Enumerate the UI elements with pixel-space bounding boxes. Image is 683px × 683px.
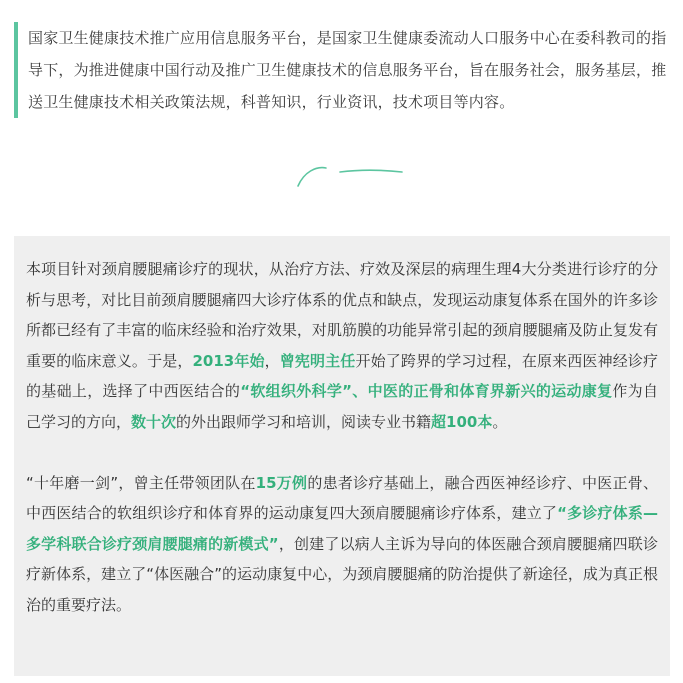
text-segment: 开始了跨界的学习过程，在原来西医神经诊疗的基础上，选择了中西医结合的 [26, 351, 658, 401]
highlight-training-count: 数十次 [131, 412, 177, 431]
text-segment: 。 [492, 412, 508, 431]
platform-intro-text: 国家卫生健康技术推广应用信息服务平台，是国家卫生健康委流动人口服务中心在委科教司的指导下，为推进健康中国行动及推广卫生健康技术的信息服务平台，旨在服务社会，服务基层，推送卫生健康技术相关政策法规，科普知识，行业资讯，技术项目等内容。 [28, 29, 667, 111]
highlight-patient-count: 15万例 [255, 473, 308, 492]
platform-intro-quote [14, 22, 672, 118]
highlight-director: 曾宪明主任 [279, 351, 356, 370]
highlight-disciplines: “软组织外科学”、中医的正骨和体育界新兴的运动康复 [240, 382, 613, 401]
text-segment: ，创建了以病人主诉为导向的体医融合颈肩腰腿痛四联诊疗新体系，建立了“体医融合”的运动康复中心，为颈肩腰腿痛的防治提供了新途径，成为真正根治的重要疗法。 [26, 534, 658, 614]
highlight-year: 2013年始 [192, 351, 265, 370]
text-segment: “十年磨一剑”，曾主任带领团队在 [26, 473, 256, 492]
text-segment: 的外出跟师学习和培训，阅读专业书籍 [176, 412, 432, 431]
text-segment: ， [264, 351, 280, 370]
decorative-swoosh-divider [294, 160, 404, 190]
project-description-box [14, 236, 670, 676]
text-segment: 作为自己学习的方向， [26, 382, 658, 431]
project-achievement-paragraph [26, 468, 658, 621]
swoosh-curve [298, 168, 326, 186]
text-segment: 本项目针对颈肩腰腿痛诊疗的现状，从治疗方法、疗效及深层的病理生理4大分类进行诊疗的分析与思考，对比目前颈肩腰腿痛四大诊疗体系的优点和缺点，发现运动康复体系在国外的许多诊所都已经有了丰富的临床经验和治疗效果，对肌筋膜的功能异常引起的颈肩腰腿痛及防止复发有重要的临床意义。于是， [26, 260, 658, 370]
highlight-new-model: “多诊疗体系—多学科联合诊疗颈肩腰腿痛的新模式” [26, 504, 658, 553]
text-segment: 的患者诊疗基础上，融合西医神经诊疗、中医正骨、中西医结合的软组织诊疗和体育界的运动康复四大颈肩腰腿痛诊疗体系，建立了 [26, 473, 658, 523]
project-background-paragraph [26, 254, 658, 438]
highlight-book-count: 超100本 [431, 412, 493, 431]
swoosh-line [340, 170, 402, 172]
